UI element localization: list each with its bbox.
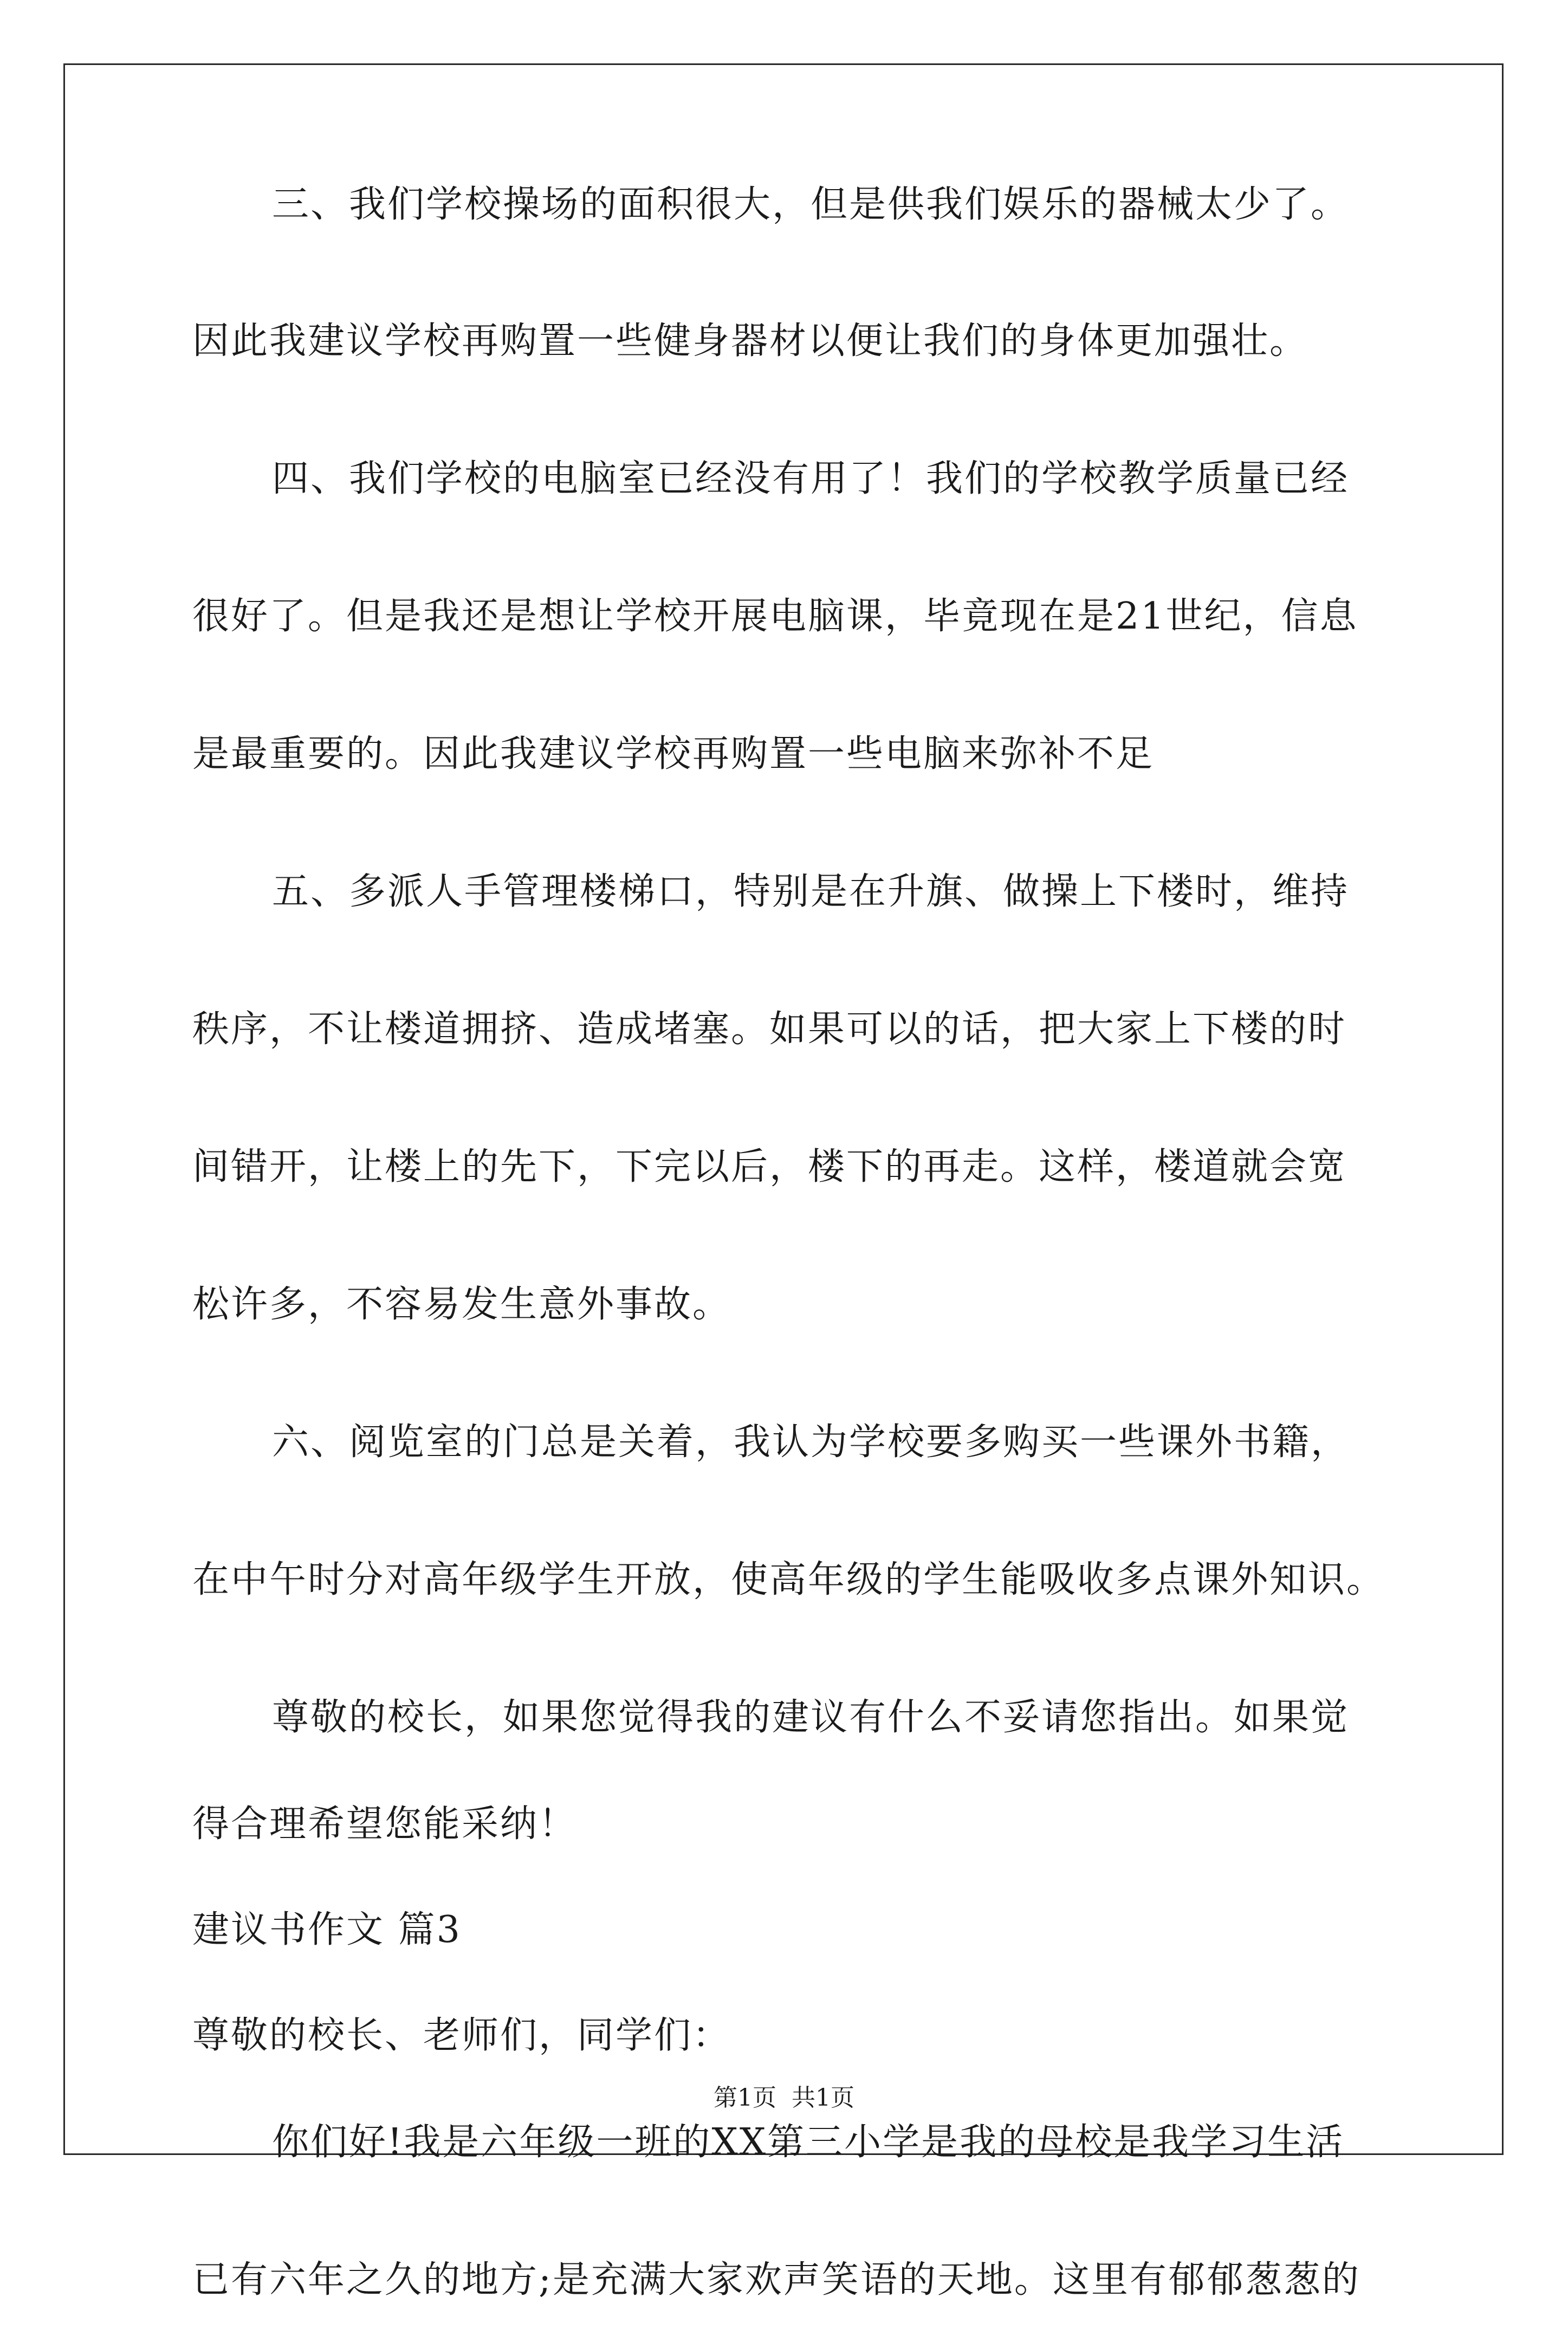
paragraph-line: 得合理希望您能采纳！: [192, 1803, 578, 1846]
paragraph-line: 三、我们学校操场的面积很大，但是供我们娱乐的器械太少了。: [272, 183, 1350, 226]
section-heading: 建议书作文 篇3: [192, 1908, 462, 1951]
document-body: [192, 183, 1385, 2349]
paragraph-line: 已有六年之久的地方;是充满大家欢声笑语的天地。这里有郁郁葱葱的: [192, 2259, 1360, 2301]
paragraph-line: 秩序，不让楼道拥挤、造成堵塞。如果可以的话，把大家上下楼的时: [192, 1008, 1347, 1051]
paragraph-line: 四、我们学校的电脑室已经没有用了！我们的学校教学质量已经: [272, 457, 1350, 500]
salutation: 尊敬的校长、老师们，同学们：: [192, 2014, 731, 2057]
paragraph-line: 很好了。但是我还是想让学校开展电脑课，毕竟现在是21世纪，信息: [192, 595, 1358, 638]
paragraph-line: 在中午时分对高年级学生开放，使高年级的学生能吸收多点课外知识。: [192, 1558, 1385, 1601]
paragraph-line: 五、多派人手管理楼梯口，特别是在升旗、做操上下楼时，维持: [272, 870, 1350, 913]
paragraph-line: 是最重要的。因此我建议学校再购置一些电脑来弥补不足: [192, 733, 1155, 775]
paragraph-line: 因此我建议学校再购置一些健身器材以便让我们的身体更加强壮。: [192, 320, 1308, 363]
page-footer: 第1页 共1页: [714, 2084, 854, 2112]
paragraph-line: 你们好!我是六年级一班的XX第三小学是我的母校是我学习生活: [272, 2121, 1345, 2164]
paragraph-line: 尊敬的校长，如果您觉得我的建议有什么不妥请您指出。如果觉: [272, 1696, 1350, 1739]
paragraph-line: 松许多，不容易发生意外事故。: [192, 1283, 731, 1326]
paragraph-line: 间错开，让楼上的先下，下完以后，楼下的再走。这样，楼道就会宽: [192, 1146, 1347, 1188]
paragraph-line: 六、阅览室的门总是关着，我认为学校要多购买一些课外书籍，: [272, 1421, 1350, 1464]
